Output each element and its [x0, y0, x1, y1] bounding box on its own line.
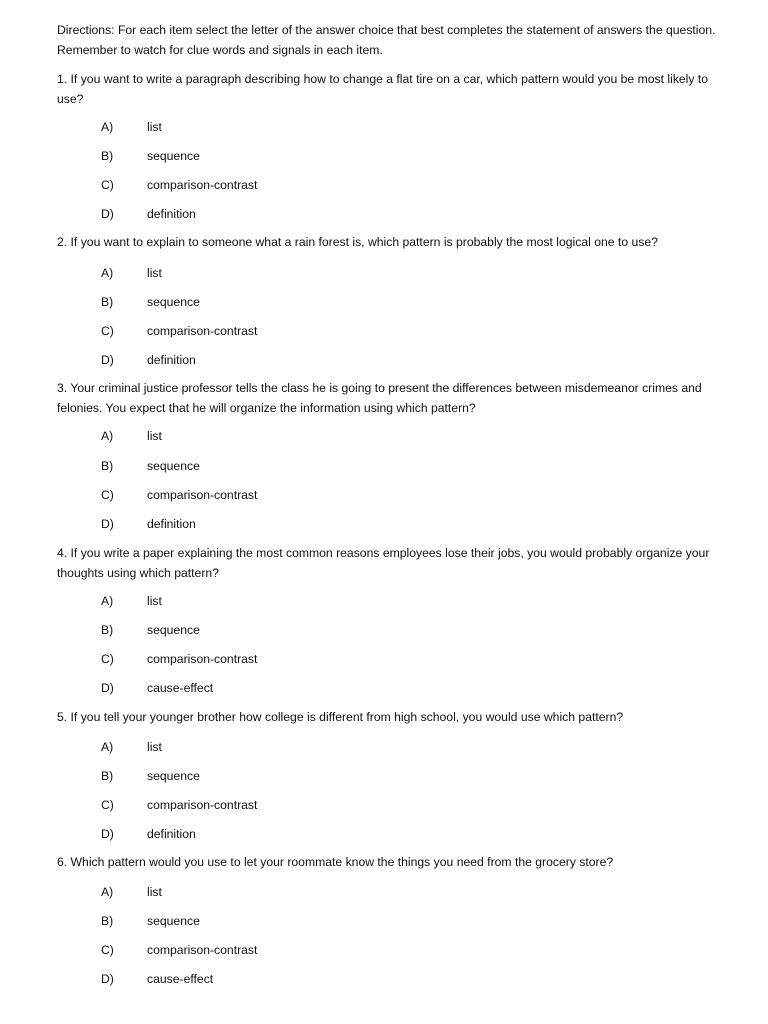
option-text: list	[147, 885, 162, 899]
option-text: list	[147, 740, 162, 754]
question-1-text: 1. If you want to write a paragraph describing how to change a flat tire on a car, which pattern would you be most likely to use?	[57, 72, 709, 106]
option-letter: D)	[101, 972, 114, 986]
option-letter: A)	[101, 429, 114, 443]
option-text: cause-effect	[147, 972, 214, 986]
option-text: comparison-contrast	[147, 178, 258, 192]
option-letter: B)	[101, 295, 114, 309]
directions-text: Directions: For each item select the letter of the answer choice that best completes the statement of answers the question. Remember to watch for clue words and signals in each item.	[57, 23, 716, 57]
option-letter: A)	[101, 120, 114, 134]
option-text: sequence	[147, 459, 200, 473]
option-letter: D)	[101, 353, 114, 367]
option-letter: D)	[101, 207, 114, 221]
option-letter: B)	[101, 769, 114, 783]
option-letter: C)	[101, 943, 114, 957]
option-text: definition	[147, 517, 196, 531]
option-text: list	[147, 594, 162, 608]
option-text: comparison-contrast	[147, 488, 258, 502]
option-text: sequence	[147, 295, 200, 309]
option-letter: A)	[101, 266, 114, 280]
option-letter: B)	[101, 914, 114, 928]
option-letter: C)	[101, 652, 114, 666]
option-text: list	[147, 120, 162, 134]
option-text: sequence	[147, 914, 200, 928]
option-letter: C)	[101, 488, 114, 502]
option-letter: B)	[101, 149, 114, 163]
option-letter: A)	[101, 740, 114, 754]
option-letter: B)	[101, 623, 114, 637]
option-text: definition	[147, 827, 196, 841]
option-letter: C)	[101, 324, 114, 338]
option-text: definition	[147, 353, 196, 367]
option-text: list	[147, 429, 162, 443]
option-text: comparison-contrast	[147, 798, 258, 812]
option-letter: C)	[101, 798, 114, 812]
option-letter: D)	[101, 681, 114, 695]
option-text: cause-effect	[147, 681, 214, 695]
option-text: comparison-contrast	[147, 652, 258, 666]
option-text: sequence	[147, 769, 200, 783]
question-3-text: 3. Your criminal justice professor tells the class he is going to present the differences between misdemeanor crimes and felonies. You expect that he will organize the information using which pattern?	[57, 381, 702, 415]
option-text: comparison-contrast	[147, 324, 258, 338]
option-letter: A)	[101, 594, 114, 608]
question-5-text: 5. If you tell your younger brother how college is different from high school, you would use which pattern?	[57, 710, 624, 724]
option-letter: D)	[101, 827, 114, 841]
option-text: comparison-contrast	[147, 943, 258, 957]
option-letter: A)	[101, 885, 114, 899]
option-text: definition	[147, 207, 196, 221]
option-text: list	[147, 266, 162, 280]
option-text: sequence	[147, 623, 200, 637]
option-letter: D)	[101, 517, 114, 531]
question-2-text: 2. If you want to explain to someone what a rain forest is, which pattern is probably the most logical one to use?	[57, 235, 658, 249]
question-6-text: 6. Which pattern would you use to let your roommate know the things you need from the grocery store?	[57, 855, 614, 869]
option-text: sequence	[147, 149, 200, 163]
question-4-text: 4. If you write a paper explaining the most common reasons employees lose their jobs, you would probably organize your thoughts using which pattern?	[57, 546, 710, 580]
option-letter: C)	[101, 178, 114, 192]
option-letter: B)	[101, 459, 114, 473]
